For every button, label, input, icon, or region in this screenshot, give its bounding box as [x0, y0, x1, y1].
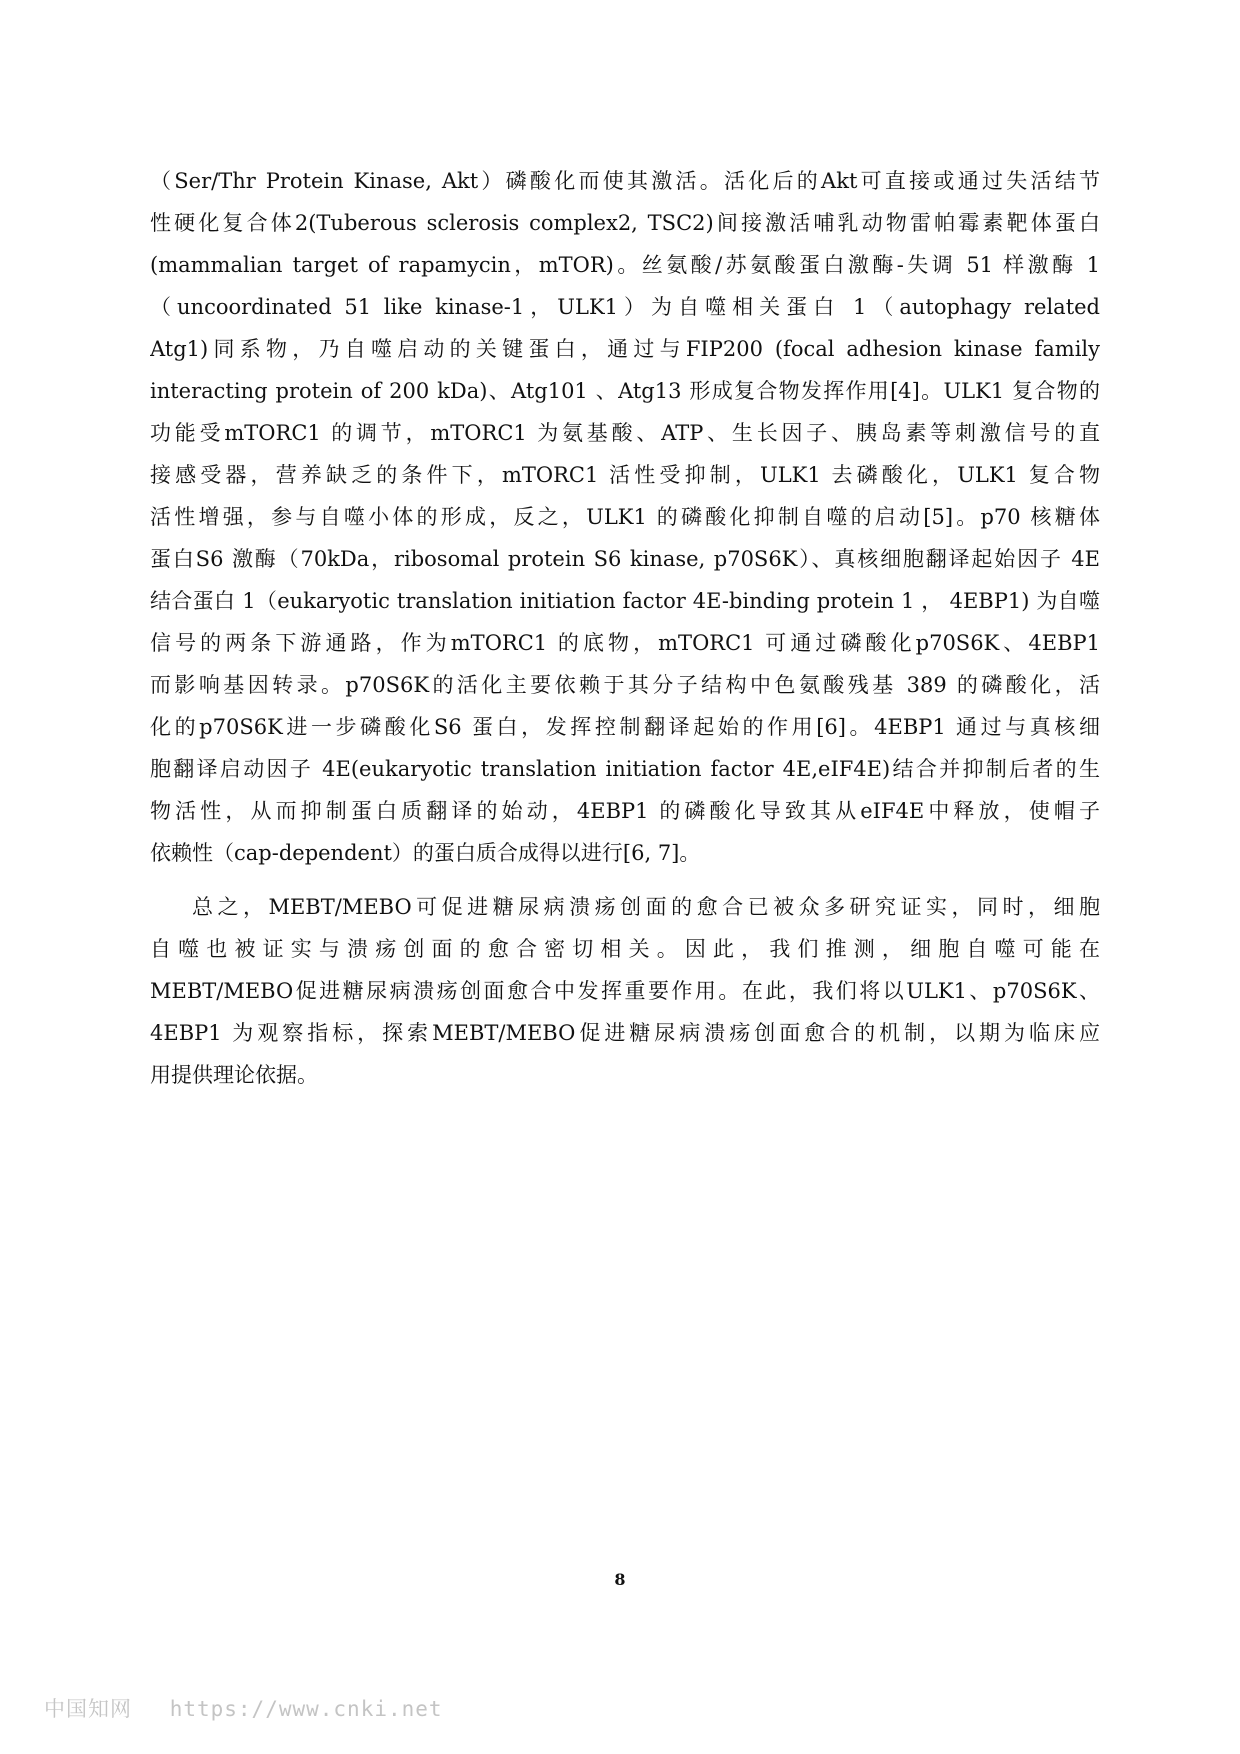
- text-line: 信号的两条下游通路，作为mTORC1 的底物，mTORC1 可通过磷酸化p70S6K、4EBP1: [150, 631, 1100, 655]
- page-number: 8: [614, 1570, 626, 1589]
- text-line: 依赖性（cap-dependent）的蛋白质合成得以进行[6, 7]。: [150, 841, 701, 865]
- text-line: 结合蛋白 1（eukaryotic translation initiation factor 4E-binding protein 1 ， 4EBP1) 为自噬: [150, 589, 1100, 613]
- text-line: 功能受mTORC1 的调节，mTORC1 为氨基酸、ATP、生长因子、胰岛素等刺激信号的直: [150, 421, 1100, 445]
- text-line: 蛋白S6 激酶（70kDa，ribosomal protein S6 kinase, p70S6K）、真核细胞翻译起始因子 4E: [150, 547, 1100, 571]
- text-line: Atg1)同系物，乃自噬启动的关键蛋白，通过与FIP200 (focal adhesion kinase family: [150, 337, 1100, 361]
- paragraph-2: [150, 886, 1100, 1096]
- cnki-watermark: [44, 1693, 443, 1723]
- watermark-brand: 中国知网: [44, 1697, 132, 1721]
- text-line: 活性增强，参与自噬小体的形成，反之，ULK1 的磷酸化抑制自噬的启动[5]。p70 核糖体: [150, 505, 1100, 529]
- text-line: 自噬也被证实与溃疡创面的愈合密切相关。因此，我们推测，细胞自噬可能在: [150, 937, 1100, 961]
- text-line: 接感受器，营养缺乏的条件下，mTORC1 活性受抑制，ULK1 去磷酸化，ULK1 复合物: [150, 463, 1100, 487]
- text-line: 而影响基因转录。p70S6K的活化主要依赖于其分子结构中色氨酸残基 389 的磷酸化，活: [150, 673, 1100, 697]
- watermark-url[interactable]: https://www.cnki.net: [169, 1697, 443, 1721]
- text-line: 总之，MEBT/MEBO可促进糖尿病溃疡创面的愈合已被众多研究证实，同时，细胞: [192, 895, 1100, 919]
- paragraph-1: [150, 160, 1100, 874]
- text-line: 化的p70S6K进一步磷酸化S6 蛋白，发挥控制翻译起始的作用[6]。4EBP1 通过与真核细: [150, 715, 1100, 739]
- text-line: 4EBP1 为观察指标，探索MEBT/MEBO促进糖尿病溃疡创面愈合的机制，以期为临床应: [150, 1021, 1100, 1045]
- text-line: （Ser/Thr Protein Kinase, Akt）磷酸化而使其激活。活化后的Akt可直接或通过失活结节: [150, 169, 1100, 193]
- text-line: （uncoordinated 51 like kinase-1，ULK1）为自噬相关蛋白 1（autophagy related: [150, 295, 1100, 319]
- text-line: MEBT/MEBO促进糖尿病溃疡创面愈合中发挥重要作用。在此，我们将以ULK1、p70S6K、: [150, 979, 1100, 1003]
- text-line: interacting protein of 200 kDa)、Atg101 、Atg13 形成复合物发挥作用[4]。ULK1 复合物的: [150, 379, 1100, 403]
- text-line: 用提供理论依据。: [150, 1063, 318, 1087]
- document-body: [150, 160, 1100, 1096]
- text-line: 性硬化复合体2(Tuberous sclerosis complex2, TSC2)间接激活哺乳动物雷帕霉素靶体蛋白: [150, 211, 1100, 235]
- text-line: 物活性，从而抑制蛋白质翻译的始动，4EBP1 的磷酸化导致其从eIF4E中释放，使帽子: [150, 799, 1100, 823]
- text-line: (mammalian target of rapamycin，mTOR)。丝氨酸/苏氨酸蛋白激酶-失调 51 样激酶 1: [150, 253, 1100, 277]
- text-line: 胞翻译启动因子 4E(eukaryotic translation initiation factor 4E,eIF4E)结合并抑制后者的生: [150, 757, 1100, 781]
